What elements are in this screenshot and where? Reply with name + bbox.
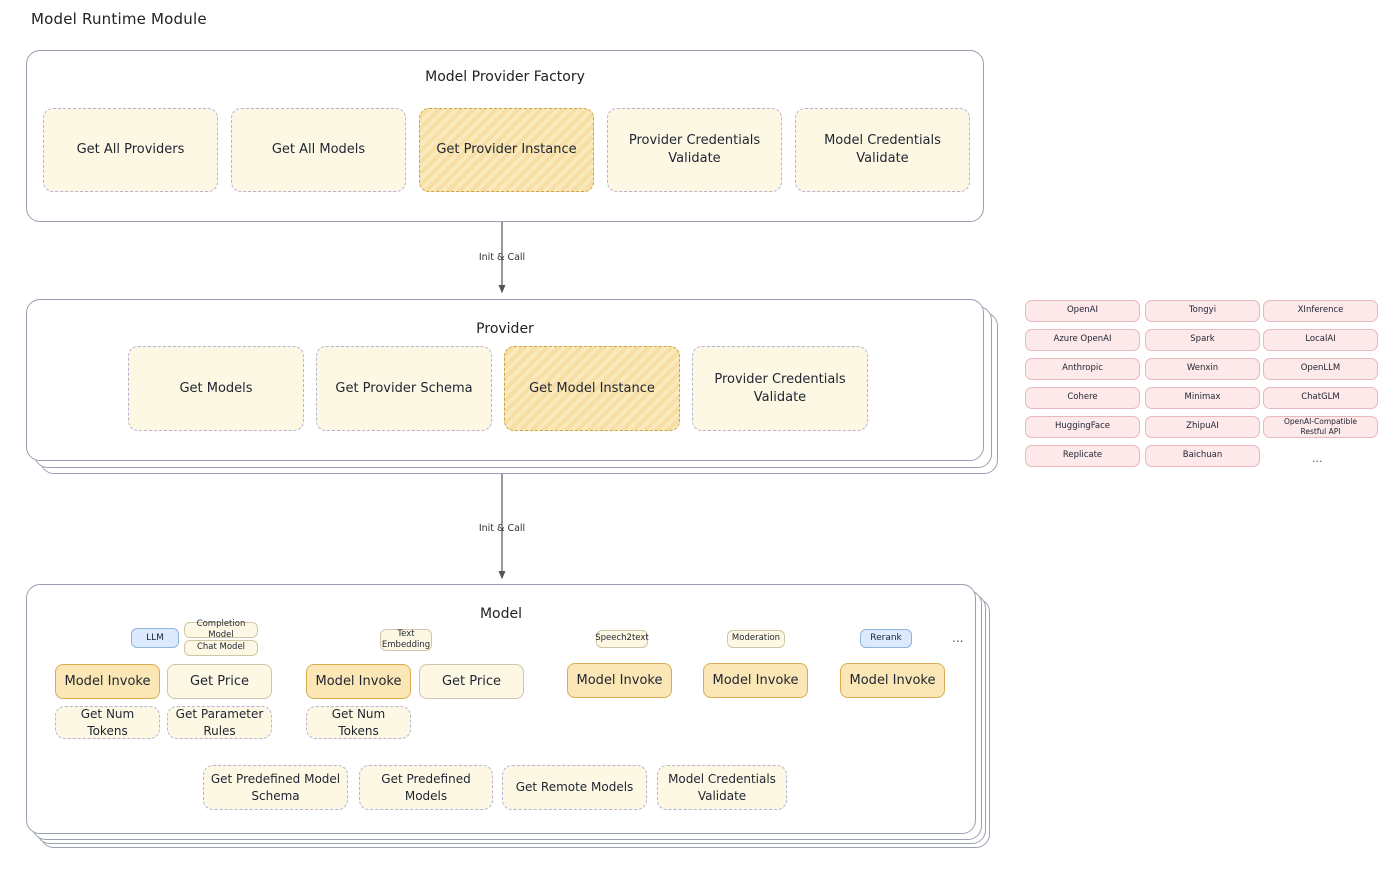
- provider-chip-label: Minimax: [1184, 392, 1221, 403]
- model-type-chip-text-embedding[interactable]: [380, 629, 432, 651]
- factory-title: Model Provider Factory: [425, 69, 585, 85]
- model-node-label: Model Invoke: [712, 672, 799, 688]
- model-node-label: Model Credentials Validate: [668, 772, 776, 803]
- factory-node-label: Get All Models: [271, 142, 366, 158]
- model-types-more: ...: [952, 631, 964, 645]
- provider-chip-label: HuggingFace: [1055, 421, 1110, 432]
- provider-chip-replicate[interactable]: [1025, 445, 1140, 467]
- model-node-label: Model Invoke: [64, 673, 151, 689]
- model-node-label: Get Num Tokens: [331, 707, 386, 738]
- provider-node-get-models[interactable]: [128, 346, 304, 431]
- factory-node-provider-credentials-validate[interactable]: [607, 108, 782, 192]
- provider-chip-tongyi[interactable]: [1145, 300, 1260, 322]
- model-node-get-predefined-models[interactable]: [359, 765, 493, 810]
- model-node-label: Get Predefined Models: [381, 772, 471, 803]
- provider-chip-openllm[interactable]: [1263, 358, 1378, 380]
- provider-chip-label: Cohere: [1067, 392, 1098, 403]
- llm-node-get-price[interactable]: [167, 664, 272, 699]
- provider-chip-wenxin[interactable]: [1145, 358, 1260, 380]
- model-type-chip-rerank[interactable]: [860, 629, 912, 648]
- provider-chip-localai[interactable]: [1263, 329, 1378, 351]
- provider-node-get-provider-schema[interactable]: [316, 346, 492, 431]
- provider-node-get-model-instance[interactable]: [504, 346, 680, 431]
- rerank-node-model-invoke[interactable]: [840, 663, 945, 698]
- provider-chip-label: OpenLLM: [1300, 363, 1341, 374]
- model-node-label: Model Invoke: [576, 672, 663, 688]
- text-embedding-node-model-invoke[interactable]: [306, 664, 411, 699]
- model-node-label: Get Parameter Rules: [175, 707, 264, 738]
- provider-chip-label: Tongyi: [1188, 305, 1217, 316]
- factory-node-get-provider-instance[interactable]: [419, 108, 594, 192]
- provider-chip-zhipuai[interactable]: [1145, 416, 1260, 438]
- model-type-chip-llm[interactable]: [131, 628, 179, 648]
- llm-node-model-invoke[interactable]: [55, 664, 160, 699]
- text-embedding-node-get-num-tokens[interactable]: [306, 706, 411, 739]
- edge-label-factory-to-provider: Init & Call: [478, 252, 526, 263]
- provider-chip-label: Spark: [1190, 334, 1215, 345]
- factory-node-label: Provider Credentials Validate: [628, 133, 761, 166]
- provider-title: Provider: [476, 321, 534, 337]
- text-embedding-node-get-price[interactable]: [419, 664, 524, 699]
- model-type-label: Speech2text: [595, 633, 649, 644]
- model-node-label: Model Invoke: [315, 673, 402, 689]
- provider-chip-azure-openai[interactable]: [1025, 329, 1140, 351]
- model-type-chip-moderation[interactable]: [727, 630, 785, 648]
- model-node-get-remote-models[interactable]: [502, 765, 647, 810]
- provider-chip-xinference[interactable]: [1263, 300, 1378, 322]
- provider-chip-label: Baichuan: [1182, 450, 1223, 461]
- provider-chip-huggingface[interactable]: [1025, 416, 1140, 438]
- model-subtype-chip-completion-model[interactable]: [184, 618, 258, 640]
- provider-chip-chatglm[interactable]: [1263, 387, 1378, 409]
- model-node-label: Get Num Tokens: [80, 707, 135, 738]
- llm-node-get-num-tokens[interactable]: [55, 706, 160, 739]
- model-node-label: Get Price: [189, 673, 249, 689]
- model-node-label: Get Predefined Model Schema: [210, 772, 341, 803]
- provider-node-label: Provider Credentials Validate: [714, 371, 846, 405]
- provider-chip-cohere[interactable]: [1025, 387, 1140, 409]
- factory-node-model-credentials-validate[interactable]: [795, 108, 970, 192]
- model-node-label: Get Remote Models: [515, 780, 634, 795]
- model-subtype-label: Completion Model: [196, 618, 246, 640]
- model-node-label: Get Price: [441, 673, 501, 689]
- provider-list-more: ...: [1312, 452, 1323, 465]
- provider-chip-label: ChatGLM: [1301, 392, 1340, 403]
- model-type-chip-speech2text[interactable]: [596, 630, 648, 648]
- provider-chip-label: XInference: [1297, 305, 1344, 316]
- provider-chip-label: LocalAI: [1305, 334, 1336, 345]
- provider-node-label: Get Provider Schema: [335, 380, 473, 396]
- provider-chip-label: Wenxin: [1186, 363, 1219, 374]
- factory-node-label: Model Credentials Validate: [824, 133, 941, 166]
- model-title: Model: [479, 606, 523, 622]
- factory-node-get-all-providers[interactable]: [43, 108, 218, 192]
- edge-label-provider-to-model: Init & Call: [478, 523, 526, 534]
- factory-node-label: Get All Providers: [76, 142, 185, 158]
- provider-node-label: Get Models: [179, 380, 253, 396]
- provider-chip-label: Replicate: [1062, 450, 1103, 461]
- model-type-label: LLM: [146, 632, 164, 643]
- provider-chip-spark[interactable]: [1145, 329, 1260, 351]
- moderation-node-model-invoke[interactable]: [703, 663, 808, 698]
- llm-node-get-parameter-rules[interactable]: [167, 706, 272, 739]
- model-node-model-credentials-validate[interactable]: [657, 765, 787, 810]
- model-node-get-predefined-model-schema[interactable]: [203, 765, 348, 810]
- provider-chip-label: OpenAI: [1066, 305, 1099, 316]
- provider-node-provider-credentials-validate[interactable]: [692, 346, 868, 431]
- provider-chip-label: OpenAI-Compatible Restful API: [1283, 416, 1358, 436]
- factory-node-label: Get Provider Instance: [436, 142, 577, 158]
- provider-chip-anthropic[interactable]: [1025, 358, 1140, 380]
- provider-chip-openai-compatible-restful-api[interactable]: [1263, 416, 1378, 438]
- provider-chip-openai[interactable]: [1025, 300, 1140, 322]
- provider-chip-label: Azure OpenAI: [1053, 334, 1112, 345]
- model-subtype-chip-chat-model[interactable]: [184, 640, 258, 656]
- factory-node-get-all-models[interactable]: [231, 108, 406, 192]
- model-type-label: Rerank: [870, 633, 902, 644]
- provider-chip-label: ZhipuAI: [1186, 421, 1219, 432]
- provider-chip-baichuan[interactable]: [1145, 445, 1260, 467]
- model-type-label: Moderation: [731, 633, 781, 644]
- provider-chip-minimax[interactable]: [1145, 387, 1260, 409]
- model-subtype-label: Chat Model: [196, 642, 246, 653]
- model-node-label: Model Invoke: [849, 672, 936, 688]
- page-title: Model Runtime Module: [31, 10, 207, 28]
- model-type-label: Text Embedding: [381, 628, 431, 650]
- provider-chip-label: Anthropic: [1062, 363, 1103, 374]
- speech2text-node-model-invoke[interactable]: [567, 663, 672, 698]
- provider-node-label: Get Model Instance: [529, 380, 655, 396]
